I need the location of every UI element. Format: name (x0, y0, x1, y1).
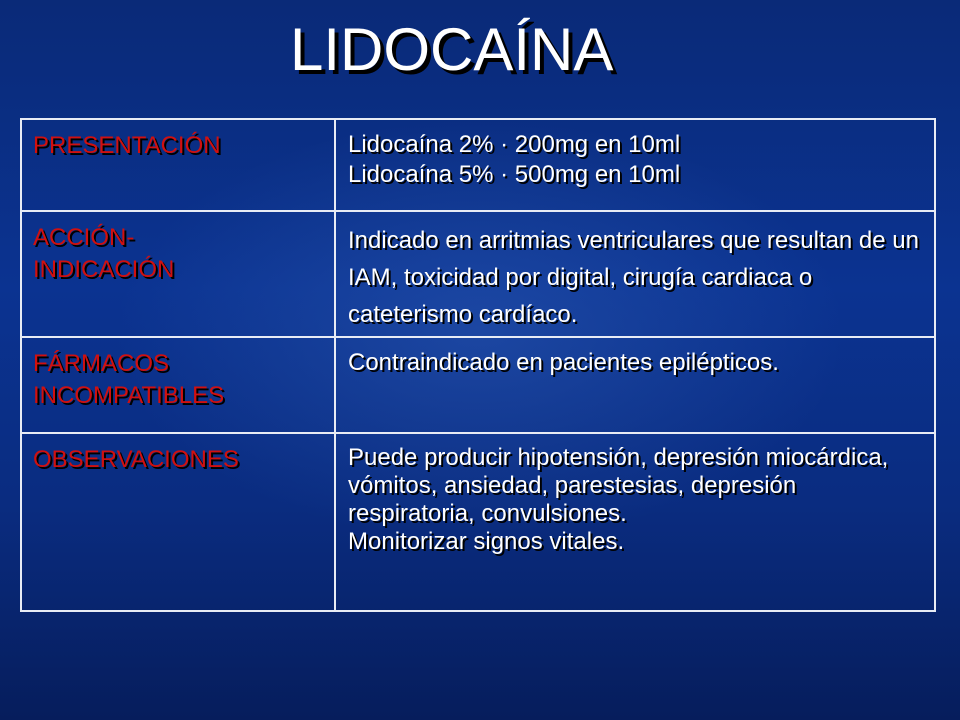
row-content-cell (335, 337, 935, 433)
row-label-cell (21, 433, 335, 611)
row-content-cell (335, 211, 935, 337)
table-row-farmacos-incompatibles (21, 337, 935, 433)
row-label-cell (21, 337, 335, 433)
indication-text: Indicado en arritmias ventriculares que resultan de un IAM, toxicidad por digital, cirugía cardiaca o cateterismo cardíaco. (348, 227, 919, 328)
info-table (20, 118, 936, 612)
row-label-cell (21, 211, 335, 337)
row-content-accion-indicacion (336, 212, 934, 333)
incompatibles-text: Contraindicado en pacientes epilépticos. (348, 349, 779, 376)
row-label-presentacion: PRESENTACIÓN (33, 132, 221, 159)
presentation-line-2: Lidocaína 5% · 500mg en 10ml (348, 161, 681, 188)
row-content-presentacion (336, 120, 934, 190)
row-label-cell (21, 119, 335, 211)
row-label-observaciones: OBSERVACIONES (33, 446, 239, 473)
table-row-accion-indicacion (21, 211, 935, 337)
row-label-farmacos-incompatibles: FÁRMACOS INCOMPATIBLES (33, 350, 225, 409)
row-label-accion-indicacion: ACCIÓN- INDICACIÓN (33, 224, 175, 283)
table-row-presentacion (21, 119, 935, 211)
row-content-cell (335, 119, 935, 211)
observations-monitoring: Monitorizar signos vitales. (348, 528, 625, 555)
slide-title: LIDOCAÍNA (290, 16, 614, 83)
table-row-observaciones (21, 433, 935, 611)
observations-text: Puede producir hipotensión, depresión miocárdica, vómitos, ansiedad, parestesias, depresión respiratoria, convulsiones. (348, 444, 889, 527)
row-content-farmacos-incompatibles (336, 338, 934, 378)
row-content-observaciones (336, 434, 934, 556)
row-content-cell (335, 433, 935, 611)
presentation-line-1: Lidocaína 2% · 200mg en 10ml (348, 131, 681, 158)
